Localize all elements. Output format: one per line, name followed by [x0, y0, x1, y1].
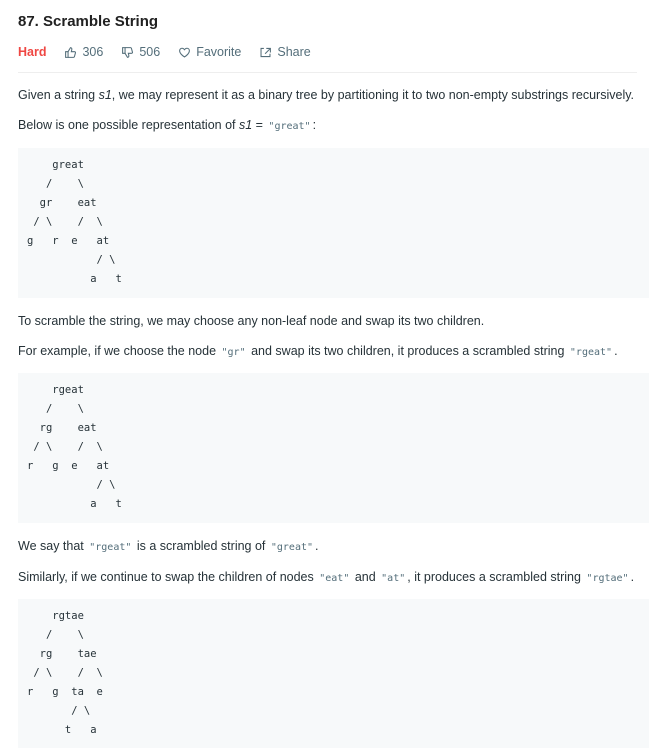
paragraph-representation — [18, 118, 316, 132]
intro-rest: , we may represent it as a binary tree by partitioning it to two non-empty substrings recursively. — [111, 88, 635, 102]
difficulty-badge: Hard — [18, 45, 47, 59]
like-button[interactable] — [64, 45, 103, 59]
scrambled-text-a: We say that — [18, 539, 88, 553]
example-text-c: . — [614, 344, 618, 358]
like-count: 306 — [82, 45, 104, 59]
tree-diagram-rgtae: rgtae / \ rg tae / \ / \ r g ta e / \ t a — [18, 599, 649, 748]
scrambled-text-b: is a scrambled string of — [133, 539, 269, 553]
inline-code-great-2: "great" — [270, 542, 314, 553]
example-text-b: and swap its two children, it produces a scrambled string — [247, 344, 568, 358]
representation-end: : — [312, 118, 317, 132]
scrambled-text-c: . — [315, 539, 319, 553]
inline-code-great: "great" — [268, 121, 311, 132]
intro-var: s1 — [98, 88, 112, 102]
problem-title: 87. Scramble String — [18, 13, 159, 30]
share-button[interactable] — [259, 45, 310, 59]
heart-icon — [178, 46, 191, 59]
inline-code-rgeat: "rgeat" — [569, 347, 613, 358]
inline-code-eat: "eat" — [319, 573, 350, 584]
representation-var: s1 — [238, 118, 253, 132]
inline-code-at: "at" — [381, 573, 406, 584]
similarly-text-b: and — [351, 570, 380, 584]
similarly-text-a: Similarly, if we continue to swap the children of nodes — [18, 570, 318, 584]
representation-eq: = — [252, 118, 267, 132]
problem-meta-bar — [18, 43, 329, 61]
inline-code-gr: "gr" — [221, 347, 246, 358]
dislike-button[interactable] — [121, 45, 160, 59]
similarly-text-c: , it produces a scrambled string — [407, 570, 585, 584]
favorite-button[interactable] — [178, 45, 241, 59]
paragraph-example — [18, 344, 618, 358]
share-icon — [259, 46, 272, 59]
header-divider — [18, 72, 637, 73]
dislike-count: 506 — [139, 45, 161, 59]
thumbs-down-icon — [121, 46, 134, 59]
inline-code-rgtae: "rgtae" — [586, 573, 629, 584]
favorite-label: Favorite — [196, 45, 242, 59]
share-label: Share — [277, 45, 311, 59]
paragraph-similarly — [18, 570, 634, 584]
tree-diagram-great: great / \ gr eat / \ / \ g r e at / \ a t — [18, 148, 649, 298]
thumbs-up-icon — [64, 46, 77, 59]
example-text-a: For example, if we choose the node — [18, 344, 220, 358]
paragraph-intro — [18, 88, 634, 102]
inline-code-rgeat-2: "rgeat" — [89, 542, 132, 553]
tree-diagram-rgeat: rgeat / \ rg eat / \ / \ r g e at / \ a t — [18, 373, 649, 523]
paragraph-scramble: To scramble the string, we may choose any non-leaf node and swap its two children. — [18, 314, 485, 328]
paragraph-scrambled-of — [18, 539, 319, 553]
similarly-text-d: . — [630, 570, 635, 584]
intro-text: Given a string — [18, 88, 99, 102]
representation-text: Below is one possible representation of — [18, 118, 239, 132]
